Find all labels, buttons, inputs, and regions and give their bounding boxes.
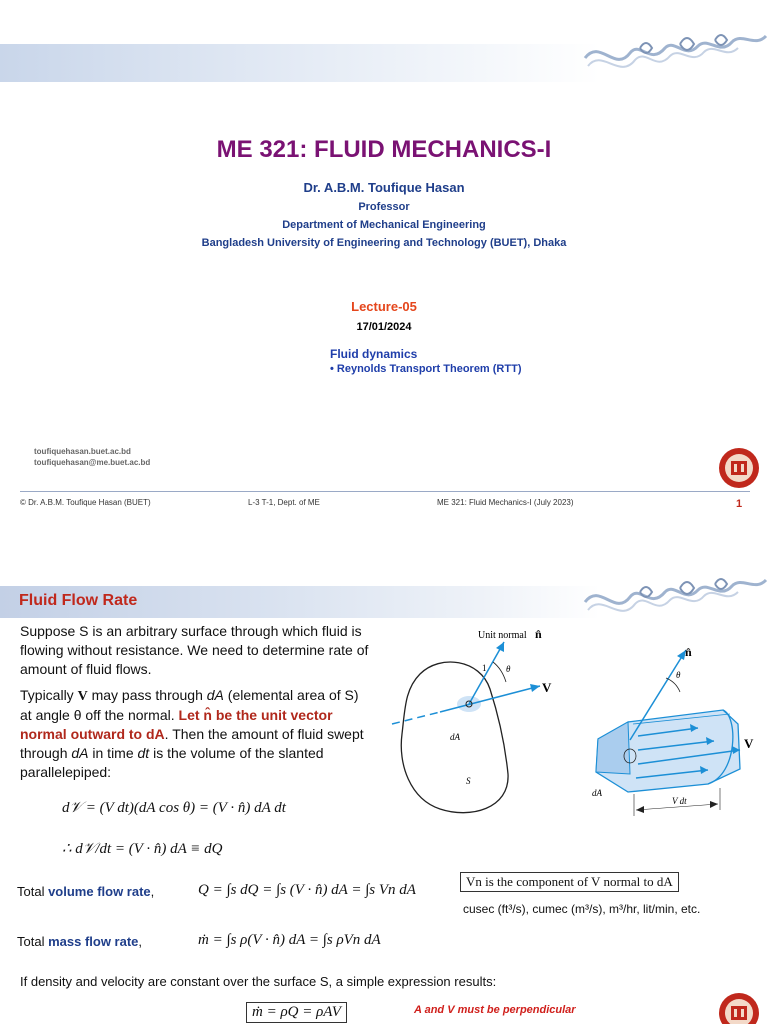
topic-title: Fluid dynamics [330, 347, 418, 361]
fig2-theta-label: θ [676, 670, 681, 680]
parallelepiped-figure [588, 644, 766, 824]
university-name: Bangladesh University of Engineering and Technology (BUET), Dhaka [201, 237, 567, 249]
content-slide [0, 562, 768, 1024]
velocity-vector-symbol: V [77, 689, 88, 704]
unit-normal-definition: Let n̂ be the unit vector normal outward to dA [20, 707, 333, 742]
author-name: Dr. A.B.M. Toufique Hasan [303, 180, 465, 195]
lecture-date: 17/01/2024 [356, 321, 412, 333]
fig2-dA-label: dA [592, 788, 602, 798]
slide-gap [0, 522, 768, 562]
page-number: 1 [736, 498, 743, 510]
header-gradient-bar [0, 44, 600, 82]
smoke-decoration-icon [580, 18, 768, 88]
fig1-one-label: 1 [482, 663, 487, 673]
smoke-decoration-icon [580, 562, 768, 632]
lecture-number: Lecture-05 [351, 299, 417, 314]
fig2-vdt-label: V dt [672, 796, 687, 806]
buet-logo-icon [718, 992, 760, 1024]
contact-website: toufiquehasan.buet.ac.bd [34, 447, 131, 456]
department-name: Department of Mechanical Engineering [282, 219, 486, 231]
footer-course: ME 321: Fluid Mechanics-I (July 2023) [437, 498, 574, 507]
contact-email: toufiquehasan@me.buet.ac.bd [34, 458, 151, 467]
equation-mass-flow: ṁ = ∫s ρ(V · n̂) dA = ∫s ρVn dA [198, 932, 381, 948]
fig1-normal-symbol: n̂ [535, 627, 542, 641]
perpendicular-note: A and V must be perpendicular [414, 1004, 576, 1016]
topic-bullet: • Reynolds Transport Theorem (RTT) [330, 363, 522, 375]
buet-logo-icon [718, 447, 760, 489]
paragraph-constant-case: If density and velocity are constant over the surface S, a simple expression results: [20, 974, 497, 989]
fig1-surface-label: S [466, 776, 471, 786]
fig1-unit-normal-label: Unit normal [478, 630, 527, 641]
course-title: ME 321: FLUID MECHANICS-I [216, 136, 552, 163]
equation-volume-rate: ∴ d𝒱/dt = (V · n̂) dA ≡ dQ [62, 841, 223, 857]
footer-divider [20, 491, 750, 492]
volume-flow-label: Total volume flow rate, [17, 884, 155, 899]
flow-rate-units: cusec (ft³/s), cumec (m³/s), m³/hr, lit/min, etc. [463, 902, 701, 916]
contact-info [34, 446, 150, 468]
footer-class: L-3 T-1, Dept. of ME [248, 498, 320, 507]
footer-copyright: © Dr. A.B.M. Toufique Hasan (BUET) [20, 498, 151, 507]
fig1-theta-label: θ [506, 664, 511, 674]
fig1-velocity-label: V [542, 680, 552, 695]
paragraph-definition: Typically V may pass through dA (elemental area of S) at angle θ off the normal. Let n̂ be the unit vector normal outward to dA. Then the amount of fluid swept through dA in time dt is the volume of the slanted parallelepiped: [20, 687, 364, 780]
fig2-normal-symbol: n̂ [685, 645, 692, 659]
surface-flow-figure [380, 624, 570, 824]
author-position: Professor [358, 201, 410, 213]
fig2-velocity-label: V [744, 736, 754, 751]
fig1-dA-label: dA [450, 732, 460, 742]
normal-component-box: Vn is the component of V normal to dA [460, 872, 679, 892]
mass-flow-label: Total mass flow rate, [17, 934, 143, 949]
equation-volume-element: d𝒱 = (V dt)(dA cos θ) = (V · n̂) dA dt [62, 800, 286, 816]
section-heading: Fluid Flow Rate [19, 592, 138, 609]
equation-final-mass-flow: ṁ = ρQ = ρAV [246, 1002, 347, 1023]
paragraph-intro: Suppose S is an arbitrary surface through which fluid is flowing without resistance. We need to determine rate of amount of fluid flows. [20, 623, 369, 677]
equation-volume-flow: Q = ∫s dQ = ∫s (V · n̂) dA = ∫s Vn dA [198, 882, 416, 898]
